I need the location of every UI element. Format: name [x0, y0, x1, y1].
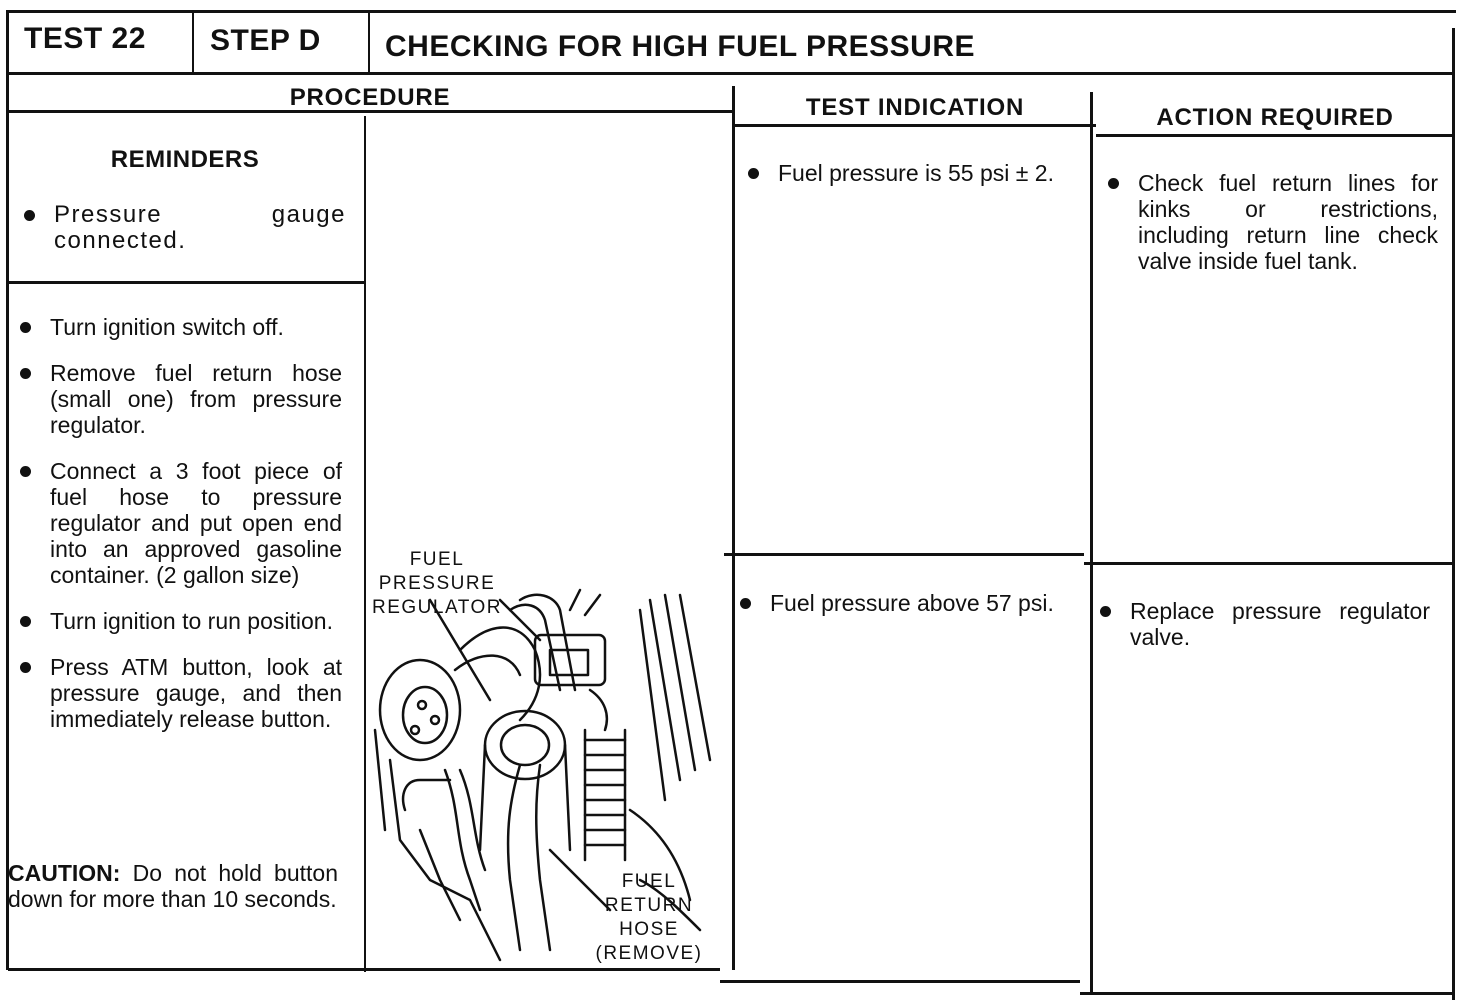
test-indication-row-2 [740, 590, 1070, 616]
list-item: Press ATM button, look at pressure gauge, and then immediately release button. [20, 654, 342, 732]
row-divider-action [1084, 562, 1454, 565]
action-required-row-2 [1100, 598, 1430, 650]
procedure-steps-list [20, 314, 342, 752]
list-item: Fuel pressure is 55 psi ± 2. [748, 160, 1074, 186]
figure-label-regulator: FUEL PRESSURE REGULATOR [372, 549, 502, 618]
bullet-icon [1108, 178, 1119, 189]
action-required-row-1 [1108, 170, 1438, 274]
bullet-icon [20, 466, 31, 477]
list-item: Turn ignition switch off. [20, 314, 342, 340]
frame-bottom-far [1080, 992, 1454, 995]
header-bottom-line [8, 72, 1454, 75]
header-divider-1 [192, 10, 194, 74]
test-indication-column-head: TEST INDICATION [805, 94, 1025, 121]
col-divider-proc-test [732, 86, 735, 970]
reminders-list [24, 202, 346, 254]
bullet-icon [20, 662, 31, 673]
header-divider-2 [368, 10, 370, 74]
list-item: Fuel pressure above 57 psi. [740, 590, 1070, 616]
figure-label-return-hose: FUEL RETURN HOSE (REMOVE) [595, 871, 703, 964]
test-indication-row-1 [748, 160, 1074, 186]
frame-bottom-right [720, 980, 1080, 983]
bullet-icon [20, 616, 31, 627]
list-item: Turn ignition to run position. [20, 608, 342, 634]
procedure-column-head: PROCEDURE [289, 84, 451, 111]
bullet-icon [20, 368, 31, 379]
test-number: TEST 22 [24, 22, 146, 55]
row-divider-test [724, 553, 1084, 556]
page-title: CHECKING FOR HIGH FUEL PRESSURE [385, 30, 975, 63]
action-required-column-head: ACTION REQUIRED [1156, 104, 1394, 131]
frame-left [6, 10, 9, 970]
bullet-icon [740, 598, 751, 609]
caution-note [8, 860, 338, 912]
list-item: Connect a 3 foot piece of fuel hose to pressure regulator and put open end into an approved gasoline container. (2 gallon size) [20, 458, 342, 588]
step-label: STEP D [210, 24, 321, 57]
list-item: Replace pressure regulator valve. [1100, 598, 1430, 650]
bullet-icon [1100, 606, 1111, 617]
caution-label: CAUTION: [8, 860, 121, 886]
column-head-line-action [1096, 134, 1454, 137]
bullet-icon [748, 168, 759, 179]
column-head-line-test [734, 124, 1096, 127]
list-item: Remove fuel return hose (small one) from pressure regulator. [20, 360, 342, 438]
frame-right [1452, 28, 1455, 1000]
caution-text: Do not hold button down for more than 10 seconds. [8, 860, 338, 912]
list-item: Check fuel return lines for kinks or restrictions, including return line check valve inside fuel tank. [1108, 170, 1438, 274]
reminders-heading: REMINDERS [110, 146, 260, 173]
bullet-icon [20, 322, 31, 333]
bullet-icon [24, 210, 35, 221]
col-divider-test-action [1090, 92, 1093, 992]
list-item: Pressure gauge connected. [24, 202, 346, 254]
engine-fuel-regulator-illustration [360, 580, 720, 970]
reminders-bottom-line [8, 281, 366, 284]
frame-top [8, 10, 1456, 13]
